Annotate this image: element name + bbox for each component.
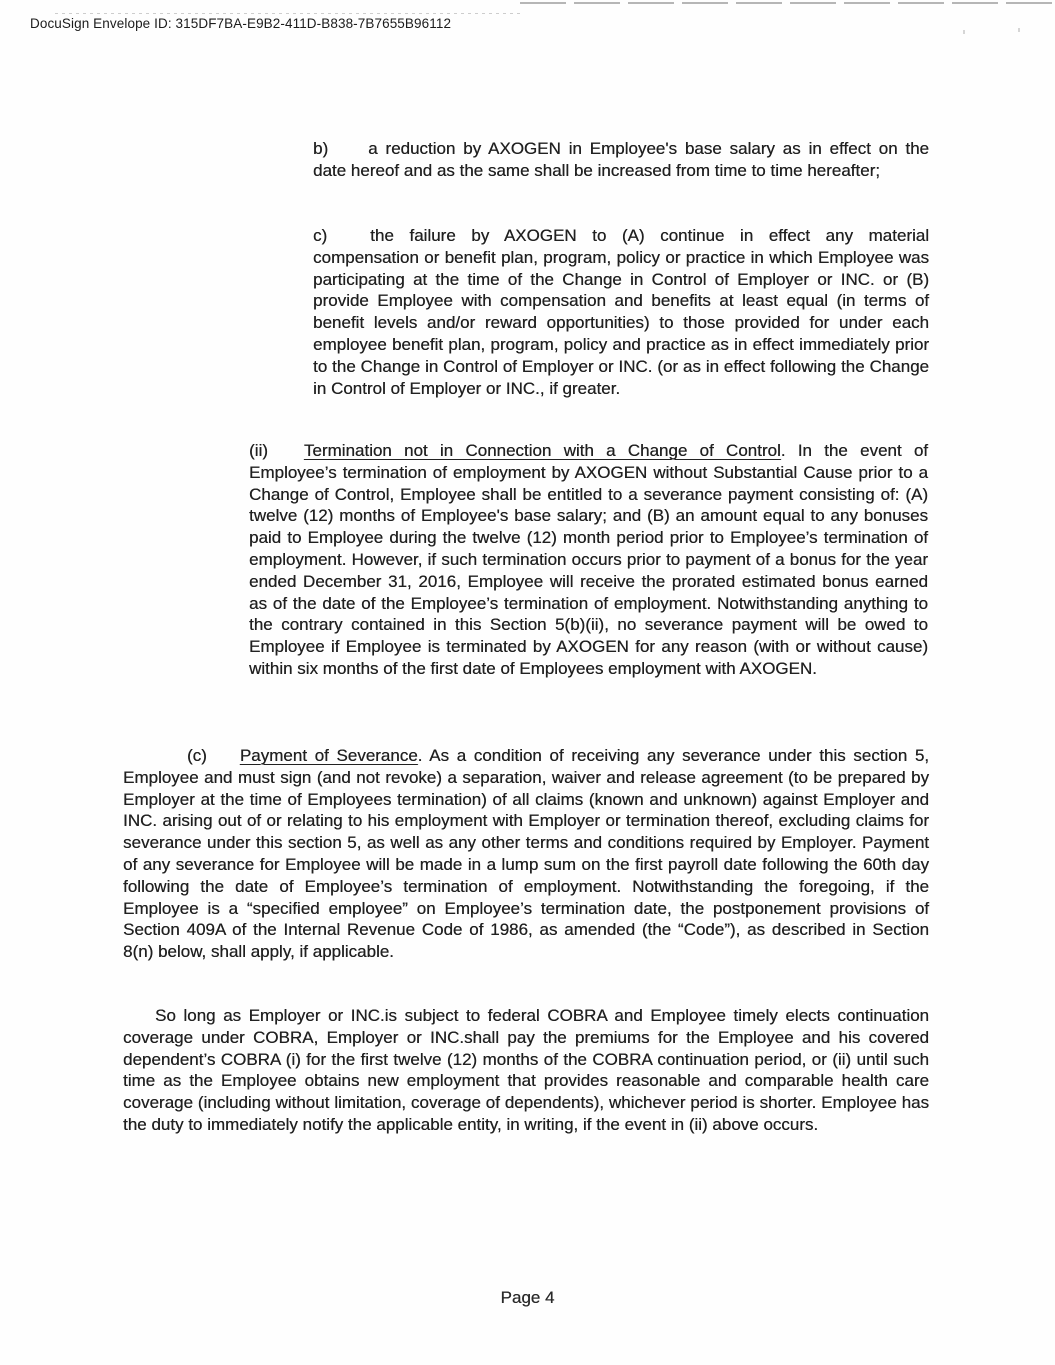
clause-payment-heading: Payment of Severance <box>239 746 418 765</box>
clause-payment-text: . As a condition of receiving any severance under this section 5, Employee and must sign (and not revoke) a separation, waiver and release agreement (to be prepared by Employer at the time of Employees termination) of all claims (known and unknown) against Employer and INC. arising out of or relating to his employment with Employer or termination thereof, excluding claims for severance under this section 5, as well as any other terms and conditions required by Employer. Payment of any severance for Employee will be made in a lump sum on the first payroll date following the 60th day following the date of Employee’s termination of employment. Notwithstanding the foregoing, if the Employee is a “specified employee” on Employee’s termination date, the postponement provisions of Section 409A of the Internal Revenue Code of 1986, as amended (the “Code”), as described in Section 8(n) below, shall apply, if applicable. <box>123 746 929 962</box>
clause-ii-text: . In the event of Employee’s termination of employment by AXOGEN without Substantial Cause prior to a Change of Control, Employee shall be entitled to a severance payment consisting of: (A) twelve (12) months of Employee's base salary; and (B) an amount equal to any bonuses paid to Employee during the twelve (12) month period prior to Employee’s termination of employment. However, if such termination occurs prior to payment of a bonus for the year ended December 31, 2016, Employee will receive the prorated estimated bonus earned as of the date of the Employee’s termination of employment. Notwithstanding anything to the contrary contained in this Section 5(b)(ii), no severance payment will be owed to Employee if Employee is terminated by AXOGEN for any reason (with or without cause) within six months of the first date of Employees employment with AXOGEN. <box>249 441 928 678</box>
scan-artifact-speck <box>1018 28 1020 32</box>
page-number: Page 4 <box>500 1288 555 1307</box>
clause-b <box>313 138 929 182</box>
clause-payment-of-severance <box>123 745 929 963</box>
clause-c-label: c) <box>313 226 328 245</box>
clause-ii-heading: Termination not in Connection with a Change of Control <box>303 441 781 460</box>
clause-b-label: b) <box>313 139 329 158</box>
clause-ii-label: (ii) <box>249 441 268 460</box>
clause-cobra-text: So long as Employer or INC.is subject to federal COBRA and Employee timely elects continuation coverage under COBRA, Employer or INC.shall pay the premiums for the Employee and his covered dependent’s COBRA (i) for the first twelve (12) months of the COBRA continuation period, or (ii) until such time as the Employee obtains new employment that provides reasonable and comparable health care coverage (including without limitation, coverage of dependents), whichever period is shorter. Employee has the duty to immediately notify the applicable entity, in writing, if the event in (ii) above occurs. <box>123 1006 929 1134</box>
scan-artifact-dotted-line <box>55 13 520 14</box>
clause-ii-termination <box>249 440 928 680</box>
clause-cobra <box>123 1005 929 1136</box>
clause-c <box>313 225 929 399</box>
scan-artifact-speck <box>963 30 965 34</box>
clause-payment-label: (c) <box>187 746 207 765</box>
clause-b-text: a reduction by AXOGEN in Employee's base salary as in effect on the date hereof and as the same shall be increased from time to time hereafter; <box>313 139 929 180</box>
clause-c-text: the failure by AXOGEN to (A) continue in effect any material compensation or benefit plan, program, policy or practice in which Employee was participating at the time of the Change in Control of Employer or INC. or (B) provide Employee with compensation and benefits at least equal (in terms of benefit levels and/or reward opportunities) to those provided for under each employee benefit plan, program, policy and practice as in effect immediately prior to the Change in Control of Employer or INC. (or as in effect following the Change in Control of Employer or INC., if greater. <box>313 226 929 398</box>
docusign-envelope-id: DocuSign Envelope ID: 315DF7BA-E9B2-411D-B838-7B7655B96112 <box>30 16 452 31</box>
scan-artifact-dashed-line <box>520 2 1055 4</box>
